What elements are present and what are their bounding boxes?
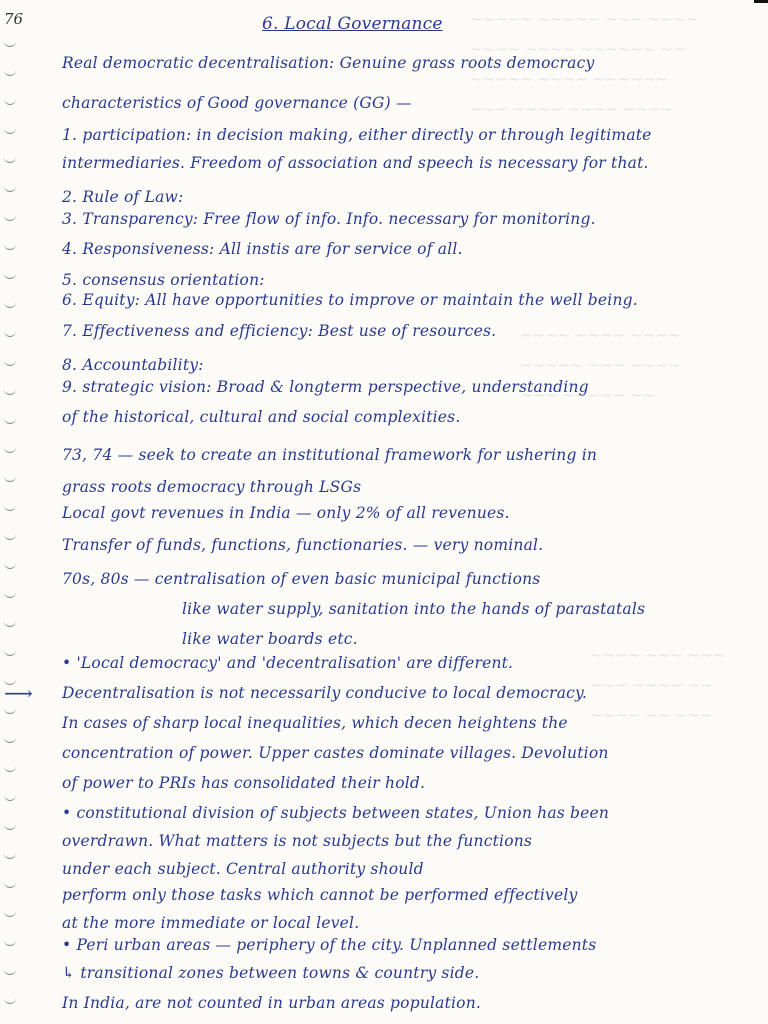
note-line: at the more immediate or local level.: [62, 914, 360, 932]
note-line: Local govt revenues in India — only 2% of all revenues.: [62, 504, 510, 522]
margin-tick: [4, 591, 16, 598]
margin-tick: [4, 446, 16, 453]
note-line: 1. participation: in decision making, either directly or through legitimate: [62, 126, 652, 144]
note-line: 6. Equity: All have opportunities to improve or maintain the well being.: [62, 291, 638, 309]
margin-tick: [4, 997, 16, 1004]
margin-tick: [4, 910, 16, 917]
note-line: In cases of sharp local inequalities, which decen heightens the: [62, 714, 568, 732]
bleed-through-text: ~~~~ ~~~~ ~~~~ ~~~~~ ~~~ ~~~~ ~~~ ~~~~~ ~~: [520, 326, 681, 404]
note-line: like water supply, sanitation into the hands of parastatals: [182, 600, 646, 618]
note-line: under each subject. Central authority should: [62, 860, 424, 878]
note-line: 9. strategic vision: Broad & longterm perspective, understanding: [62, 378, 589, 396]
margin-tick: [4, 69, 16, 76]
margin-tick: [4, 272, 16, 279]
margin-tick: [4, 301, 16, 308]
note-line: Decentralisation is not necessarily conducive to local democracy.: [62, 684, 588, 702]
margin-tick: [4, 98, 16, 105]
note-line: overdrawn. What matters is not subjects but the functions: [62, 832, 533, 850]
notes-body: [62, 6, 756, 1020]
note-line: characteristics of Good governance (GG) —: [62, 94, 412, 112]
note-line: 73, 74 — seek to create an institutional framework for ushering in: [62, 446, 598, 464]
note-line: 5. consensus orientation:: [62, 271, 265, 289]
margin-ring-marks: [2, 40, 20, 1020]
note-line: Transfer of funds, functions, functionaries. — very nominal.: [62, 536, 544, 554]
margin-tick: [4, 330, 16, 337]
margin-tick: [4, 562, 16, 569]
note-line: 3. Transparency: Free flow of info. Info. necessary for monitoring.: [62, 210, 596, 228]
note-line: • Peri urban areas — periphery of the city. Unplanned settlements: [62, 936, 597, 954]
note-line: like water boards etc.: [182, 630, 358, 648]
margin-tick: [4, 649, 16, 656]
note-line: • constitutional division of subjects between states, Union has been: [62, 804, 610, 822]
margin-tick: [4, 243, 16, 250]
margin-tick: [4, 852, 16, 859]
margin-tick: [4, 533, 16, 540]
page-title: 6. Local Governance: [262, 14, 443, 34]
margin-tick: [4, 475, 16, 482]
note-line: Real democratic decentralisation: Genuine grass roots democracy: [62, 54, 595, 72]
note-line: • 'Local democracy' and 'decentralisation' are different.: [62, 654, 514, 672]
margin-tick: [4, 214, 16, 221]
bleed-through-text: ~~~~ ~~~ ~~~ ~~~ ~~~~ ~~ ~~~~ ~~ ~~~: [590, 646, 726, 724]
page-number: 76: [4, 10, 24, 28]
note-line: In India, are not counted in urban areas population.: [62, 994, 482, 1012]
margin-tick: [4, 185, 16, 192]
margin-tick: [4, 794, 16, 801]
margin-tick: [4, 939, 16, 946]
note-line: grass roots democracy through LSGs: [62, 478, 362, 496]
margin-tick: [4, 504, 16, 511]
margin-tick: [4, 388, 16, 395]
top-edge-mark: [754, 0, 768, 3]
note-line: intermediaries. Freedom of association and speech is necessary for that.: [62, 154, 649, 172]
margin-tick: [4, 736, 16, 743]
margin-tick: [4, 620, 16, 627]
margin-tick: [4, 968, 16, 975]
margin-tick: [4, 881, 16, 888]
note-line: 2. Rule of Law:: [62, 188, 184, 206]
note-line: concentration of power. Upper castes dominate villages. Devolution: [62, 744, 609, 762]
margin-tick: [4, 359, 16, 366]
margin-tick: [4, 40, 16, 47]
margin-tick: [4, 156, 16, 163]
note-line: of the historical, cultural and social complexities.: [62, 408, 461, 426]
note-line: 4. Responsiveness: All instis are for service of all.: [62, 240, 463, 258]
bleed-through-text: ~~~~~ ~~~~~ ~~~ ~~~~ ~~~~ ~~~~ ~~~~~~ ~~ ~~~~~ ~~~~ ~~~~~~ ~~~ ~~~~ ~~~~ ~~~~: [470, 10, 698, 118]
margin-tick: [4, 765, 16, 772]
note-line: of power to PRIs has consolidated their hold.: [62, 774, 426, 792]
note-line: perform only those tasks which cannot be performed effectively: [62, 886, 578, 904]
margin-tick: [4, 823, 16, 830]
note-line: ↳ transitional zones between towns & country side.: [62, 964, 480, 982]
margin-tick: [4, 707, 16, 714]
note-line: 7. Effectiveness and efficiency: Best use of resources.: [62, 322, 497, 340]
margin-tick: [4, 417, 16, 424]
note-line: 8. Accountability:: [62, 356, 204, 374]
right-arrow-icon: ⟶: [4, 681, 33, 705]
margin-tick: [4, 127, 16, 134]
note-line: 70s, 80s — centralisation of even basic municipal functions: [62, 570, 541, 588]
